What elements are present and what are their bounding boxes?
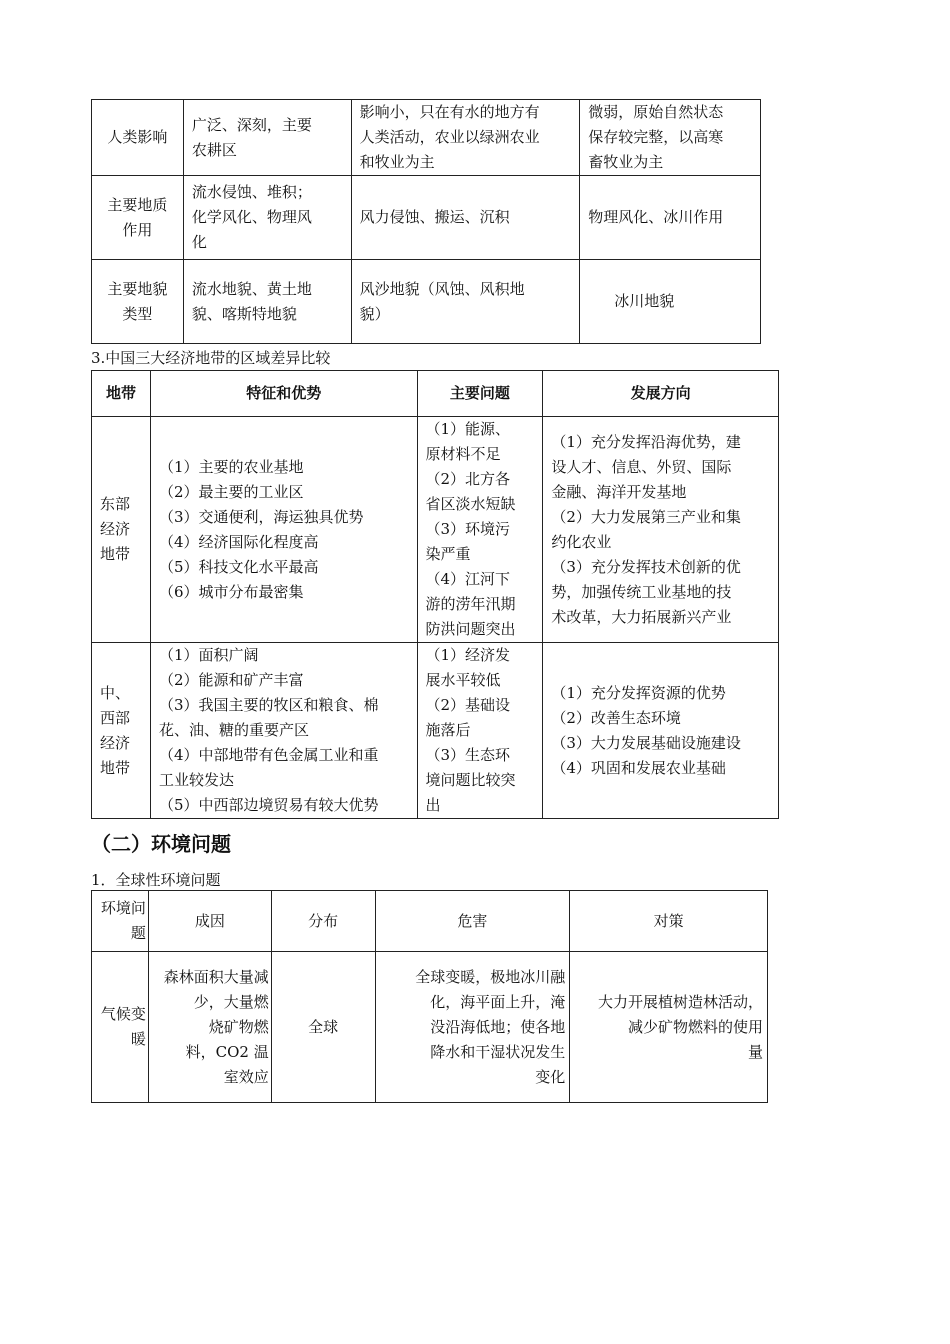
cause-cell: 森林面积大量减 少，大量燃 烧矿物燃 料，CO2 温 室效应 bbox=[148, 952, 271, 1103]
column-header: 成因 bbox=[148, 891, 271, 952]
table-cell: 风力侵蚀、搬运、沉积 bbox=[351, 176, 580, 260]
problems-cell: （1）能源、 原材料不足 （2）北方各 省区淡水短缺 （3）环境污 染严重 （4）江河下 游的涝年汛期 防洪问题突出 bbox=[417, 417, 543, 643]
column-header: 特征和优势 bbox=[150, 371, 417, 417]
environment-issues-table bbox=[91, 890, 768, 1103]
harm-cell: 全球变暖，极地冰川融 化，海平面上升，淹 没沿海低地；使各地 降水和干湿状况发生 变化 bbox=[375, 952, 570, 1103]
zone-label: 中、 西部 经济 地带 bbox=[92, 643, 151, 819]
table-row bbox=[92, 100, 761, 176]
features-cell: （1）主要的农业基地 （2）最主要的工业区 （3）交通便利，海运独具优势 （4）经济国际化程度高 （5）科技文化水平最高 （6）城市分布最密集 bbox=[150, 417, 417, 643]
column-header: 地带 bbox=[92, 371, 151, 417]
row-label: 主要地质 作用 bbox=[92, 176, 184, 260]
table-row bbox=[92, 952, 768, 1103]
table-cell: 影响小，只在有水的地方有 人类活动，农业以绿洲农业 和牧业为主 bbox=[351, 100, 580, 176]
issue-cell: 气候变 暖 bbox=[92, 952, 149, 1103]
terrain-comparison-table bbox=[91, 99, 761, 344]
table-row bbox=[92, 417, 779, 643]
problems-cell: （1）经济发 展水平较低 （2）基础设 施落后 （3）生态环 境问题比较突 出 bbox=[417, 643, 543, 819]
distribution-cell: 全球 bbox=[271, 952, 375, 1103]
table-row bbox=[92, 260, 761, 344]
directions-cell: （1）充分发挥资源的优势 （2）改善生态环境 （3）大力发展基础设施建设 （4）巩固和发展农业基础 bbox=[543, 643, 779, 819]
table-cell: 风沙地貌（风蚀、风积地 貌） bbox=[351, 260, 580, 344]
column-header: 主要问题 bbox=[417, 371, 543, 417]
zone-label: 东部 经济 地带 bbox=[92, 417, 151, 643]
table-caption: 3.中国三大经济地带的区域差异比较 bbox=[91, 349, 331, 367]
table-caption: 1．全球性环境问题 bbox=[91, 871, 221, 889]
section-title: （二）环境问题 bbox=[91, 832, 231, 856]
row-label: 人类影响 bbox=[92, 100, 184, 176]
column-header: 危害 bbox=[375, 891, 570, 952]
table-cell: 冰川地貌 bbox=[580, 260, 761, 344]
table-header-row bbox=[92, 891, 768, 952]
table-cell: 微弱，原始自然状态 保存较完整，以高寒 畜牧业为主 bbox=[580, 100, 761, 176]
table-row bbox=[92, 643, 779, 819]
measures-cell: 大力开展植树造林活动， 减少矿物燃料的使用 量 bbox=[570, 952, 768, 1103]
directions-cell: （1）充分发挥沿海优势，建 设人才、信息、外贸、国际 金融、海洋开发基地 （2）大力发展第三产业和集 约化农业 （3）充分发挥技术创新的优 势，加强传统工业基地的技 术改革，大力拓展新兴产业 bbox=[543, 417, 779, 643]
column-header: 分布 bbox=[271, 891, 375, 952]
features-cell: （1）面积广阔 （2）能源和矿产丰富 （3）我国主要的牧区和粮食、棉 花、油、糖的重要产区 （4）中部地带有色金属工业和重 工业较发达 （5）中西部边境贸易有较大优势 bbox=[150, 643, 417, 819]
column-header: 对策 bbox=[570, 891, 768, 952]
table-cell: 广泛、深刻，主要 农耕区 bbox=[183, 100, 351, 176]
table-cell: 流水侵蚀、堆积； 化学风化、物理风 化 bbox=[183, 176, 351, 260]
row-label: 主要地貌 类型 bbox=[92, 260, 184, 344]
table-cell: 物理风化、冰川作用 bbox=[580, 176, 761, 260]
table-cell: 流水地貌、黄土地 貌、喀斯特地貌 bbox=[183, 260, 351, 344]
table-row bbox=[92, 176, 761, 260]
column-header: 发展方向 bbox=[543, 371, 779, 417]
economic-zone-table bbox=[91, 370, 779, 819]
column-header: 环境问 题 bbox=[92, 891, 149, 952]
table-header-row bbox=[92, 371, 779, 417]
